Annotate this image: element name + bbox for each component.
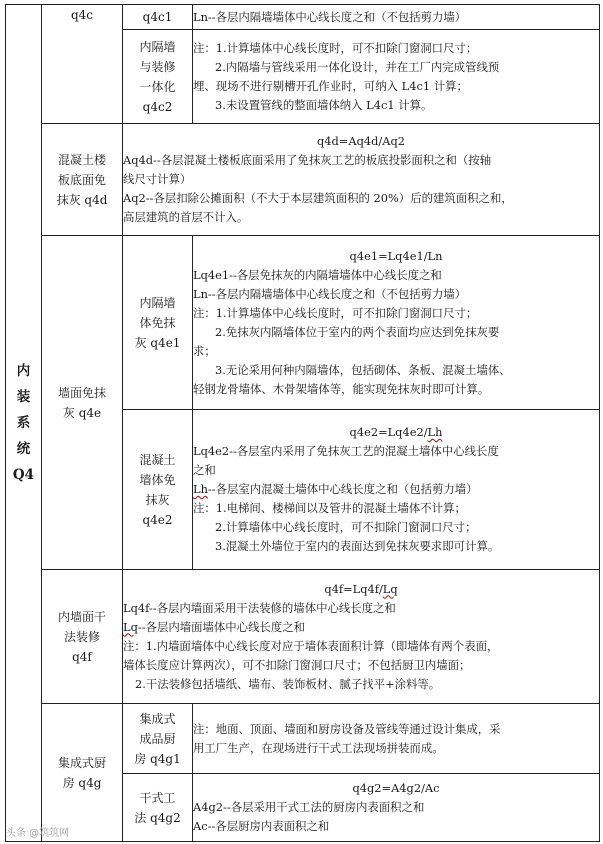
q4e1-description: q4e1=Lq4e1/Ln Lq4e1--各层免抹灰的内隔墙墙体中心线长度之和 Ln--各层内隔墙墙体中心线长度之和（不包括剪力墙） 注：1.计算墙体中心线长度时，可不扣除门窗洞口尺寸； 2.免抹灰内隔墙体位于室内的两个表面均应达到免抹灰要 求； 3.无论采用何种内隔墙体，包括砌体、条板、混凝土墙体、 轻钢龙骨墙体、木骨架墙体等，能实现免抹灰时即可计算。	[193, 236, 600, 410]
q4e2-description: q4e2=Lq4e2/Lh Lq4e2--各层室内采用了免抹灰工艺的混凝土墙体中心线长度 之和 Lh--各层室内混凝土墙体中心线长度之和（包括剪力墙） 注：1.电梯间、楼梯间以及管井的混凝土墙体不计算； 2.计算墙体中心线长度时，可不扣除门窗洞口尺寸； 3.混凝土外墙位于室内的表面达到免抹灰要求即可计算。	[193, 410, 600, 570]
sub-item-q4c1: q4c1	[123, 5, 193, 30]
spec-document	[5, 4, 599, 842]
table-row	[6, 236, 600, 410]
q4e1-formula: q4e1=Lq4e1/Ln	[349, 248, 443, 263]
q4c1-description: Ln--各层内隔墙墙体中心线长度之和（不包括剪力墙）	[193, 5, 600, 30]
item-q4c: q4c	[42, 5, 123, 124]
q4d-formula: q4d=Aq4d/Aq2	[316, 134, 406, 148]
q4e2-formula: q4e2=Lq4e2/Lh	[349, 425, 443, 439]
sub-item-q4e2: 混凝土 墙体免 抹灰 q4e2	[123, 410, 193, 570]
sub-item-q4g1: 集成式 成品厨 房 q4g1	[123, 704, 193, 774]
q4d-description: q4d=Aq4d/Aq2 Aq4d--各层混凝土楼板底面采用了免抹灰工艺的板底投影面积之和（按轴 线尺寸计算） Aq2--各层扣除公摊面积（不大于本层建筑面积的 20%）后的建筑面积之和， 高层建筑的首层不计入。	[123, 124, 600, 236]
category-label: 内 装 系 统 Q4	[12, 363, 35, 483]
q4c2-notes: 注：1.计算墙体中心线长度时，可不扣除门窗洞口尺寸； 2.内隔墙与管线采用一体化设计，并在工厂内完成管线预 埋、现场不进行剔槽开孔作业时，可纳入 L4c1 计算； 3.未设置管线的整面墙体纳入 L4c1 计算。	[193, 30, 600, 124]
q4g2-description: q4g2=A4g2/Ac A4g2--各层采用干式工法的厨房内表面积之和 Ac--各层厨房内表面积之和	[193, 774, 600, 842]
sub-item-q4c2: 内隔墙 与装修 一体化 q4c2	[123, 30, 193, 124]
table-row	[6, 704, 600, 774]
sub-item-q4g2: 干式工 法 q4g2	[123, 774, 193, 842]
indicator-table	[5, 4, 600, 842]
table-row	[6, 124, 600, 236]
q4f-formula: q4f=Lq4f/Lq	[324, 581, 398, 596]
watermark: 头条 @筑筑网	[6, 828, 70, 839]
item-q4d: 混凝土楼 板底面免 抹灰 q4d	[42, 124, 123, 236]
q4f-description: q4f=Lq4f/Lq Lq4f--各层内墙面采用干法装修的墙体中心线长度之和 Lq--各层内墙面墙体中心线长度之和 注：1.内墙面墙体中心线长度对应于墙体表面积计算（即墙体有两个表面， 墙体长度应计算两次），可不扣除门窗洞口尺寸；不包括厨卫内墙面； 2.干法装修包括墙纸、墙布、装饰板材、腻子找平+涂料等。	[123, 570, 600, 704]
q4g2-formula: q4g2=A4g2/Ac	[352, 781, 440, 795]
table-row	[6, 570, 600, 704]
table-row	[6, 5, 600, 30]
q4g1-notes: 注：地面、顶面、墙面和厨房设备及管线等通过设计集成，采 用工厂生产，在现场进行干式工法现场拼装而成。	[193, 704, 600, 774]
item-q4g: 集成式厨 房 q4g	[42, 704, 123, 842]
sub-item-q4e1: 内隔墙 体免抹 灰 q4e1	[123, 236, 193, 410]
item-q4f: 内墙面干 法装修 q4f	[42, 570, 123, 704]
item-q4e: 墙面免抹 灰 q4e	[42, 236, 123, 570]
category-cell	[6, 5, 42, 842]
